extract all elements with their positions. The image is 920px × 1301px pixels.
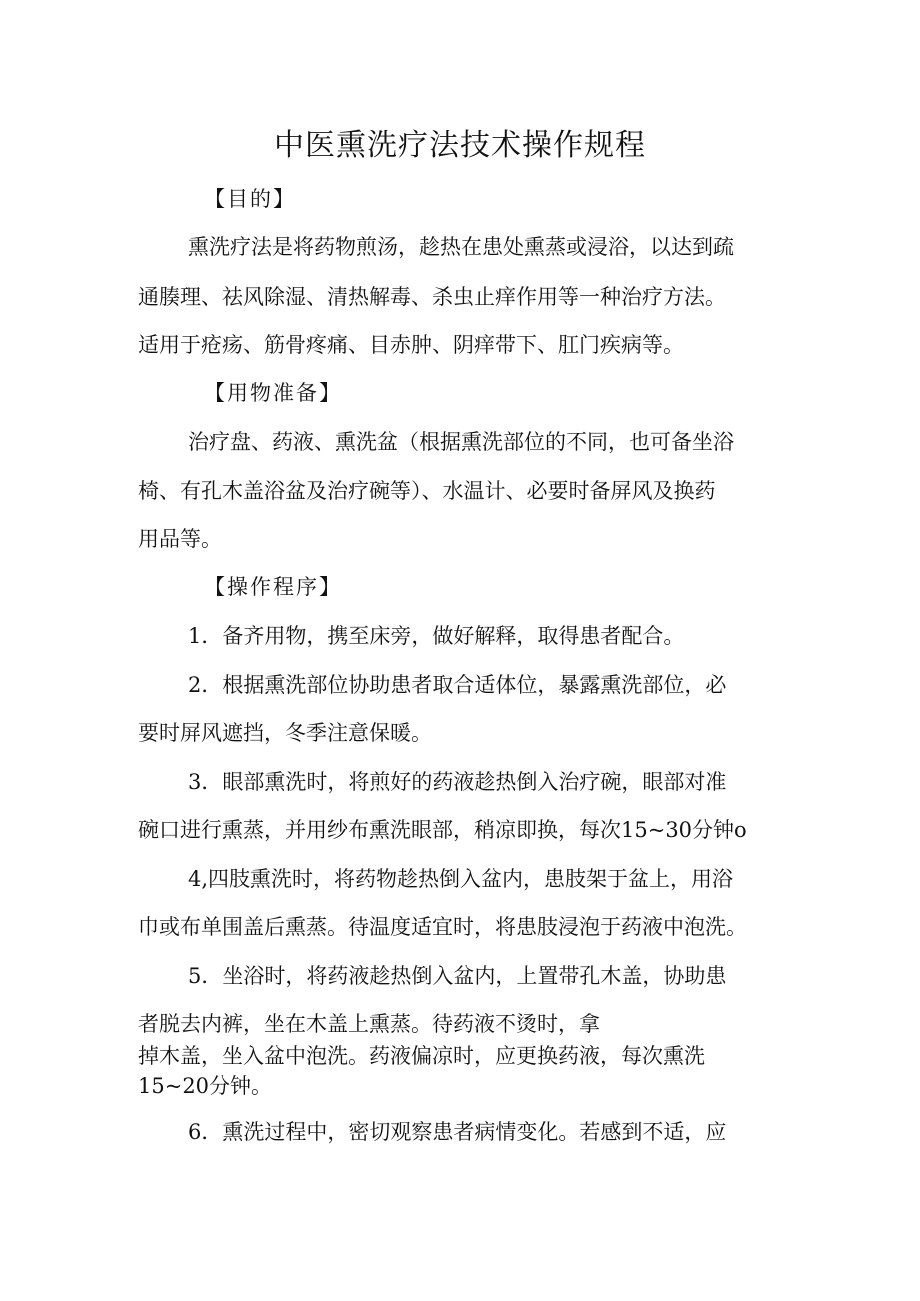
- document-title: 中医熏洗疗法技术操作规程: [274, 128, 646, 163]
- paragraph-line: 治疗盘、药液、熏洗盆（根据熏洗部位的不同，也可备坐浴: [188, 430, 734, 454]
- procedure-step-line: 15~20分钟。: [138, 1074, 273, 1098]
- paragraph-line: 熏洗疗法是将药物煎汤，趁热在患处熏蒸或浸浴，以达到疏: [188, 235, 734, 259]
- procedure-step-line: 3．眼部熏洗时，将煎好的药液趁热倒入治疗碗，眼部对准: [188, 770, 727, 794]
- procedure-step-line: 巾或布单围盖后熏蒸。待温度适宜时，将患肢浸泡于药液中泡洗。: [138, 915, 747, 939]
- purpose-heading: 【目的】: [204, 187, 296, 211]
- procedure-step-line: 2．根据熏洗部位协助患者取合适体位，暴露熏洗部位，必: [188, 673, 727, 697]
- materials-heading: 【用物准备】: [204, 381, 342, 405]
- procedure-step-line: 者脱去内裤，坐在木盖上熏蒸。待药液不烫时，拿: [138, 1012, 600, 1036]
- procedure-step-line: 掉木盖，坐入盆中泡洗。药液偏凉时，应更换药液，每次熏洗: [138, 1044, 705, 1068]
- procedure-step-line: 要时屏风遮挡，冬季注意保暖。: [138, 721, 432, 745]
- procedure-step-line: 5．坐浴时，将药液趁热倒入盆内，上置带孔木盖，协助患: [188, 964, 727, 988]
- procedure-heading: 【操作程序】: [204, 575, 342, 599]
- paragraph-line: 椅、有孔木盖浴盆及治疗碗等）、水温计、必要时备屏风及换药: [138, 479, 716, 503]
- procedure-step-line: 6．熏洗过程中，密切观察患者病情变化。若感到不适，应: [188, 1120, 727, 1144]
- procedure-step-line: 碗口进行熏蒸，并用纱布熏洗眼部，稍凉即换，每次15~30分钟o: [138, 818, 747, 842]
- procedure-step-line: 1．备齐用物，携至床旁，做好解释，取得患者配合。: [188, 624, 685, 648]
- procedure-step-line: 4,四肢熏洗时，将药物趁热倒入盆内，患肢架于盆上，用浴: [188, 867, 734, 891]
- paragraph-line: 用品等。: [138, 527, 222, 551]
- paragraph-line: 适用于疮疡、筋骨疼痛、目赤肿、阴痒带下、肛门疾病等。: [138, 333, 684, 357]
- paragraph-line: 通腠理、祛风除湿、清热解毒、杀虫止痒作用等一种治疗方法。: [138, 285, 726, 309]
